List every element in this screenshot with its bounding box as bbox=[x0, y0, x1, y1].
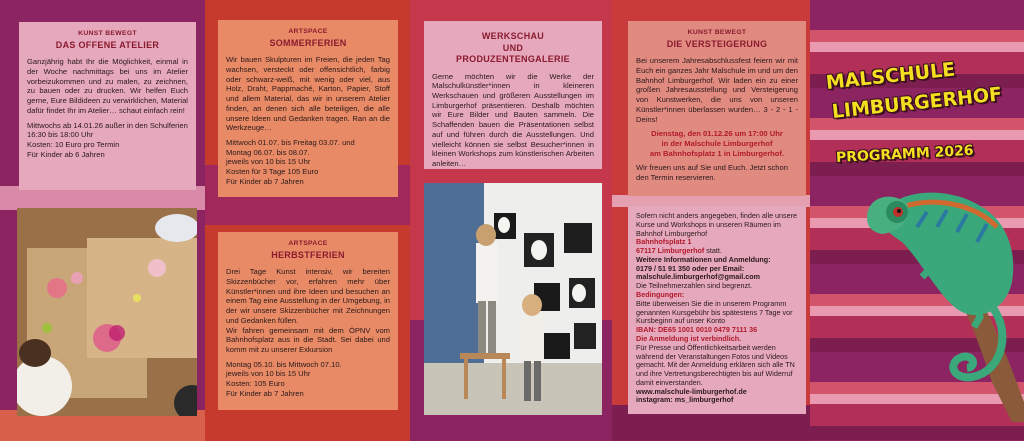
autumn-line-1: Montag 05.10. bis Mittwoch 07.10. bbox=[226, 359, 342, 369]
info-email[interactable]: malschule.limburgerhof@gmail.com bbox=[636, 272, 761, 282]
info-phone[interactable]: 0179 / 51 91 350 oder per Email: bbox=[636, 263, 745, 273]
info-address-suffix: statt. bbox=[704, 246, 722, 256]
auction-closing: Wir freuen uns auf Sie und Euch. Jetzt schon den Termin reservieren. bbox=[636, 163, 788, 183]
autumn-line-3: Kosten: 105 Euro bbox=[226, 379, 285, 389]
autumn-kicker: ARTSPACE bbox=[288, 240, 328, 247]
children-exhibition-photo bbox=[424, 183, 602, 415]
summer-kicker: ARTSPACE bbox=[288, 28, 328, 35]
cover-title-line-2: LIMBURGERHOF bbox=[830, 83, 1004, 123]
atelier-kicker: KUNST BEWEGT bbox=[78, 30, 137, 37]
cover-program-year: PROGRAMM 2026 bbox=[835, 142, 974, 166]
info-iban: IBAN: DE65 1001 0010 0479 7111 36 bbox=[636, 325, 758, 335]
auction-venue: in der Malschule Limburgerhof bbox=[661, 138, 773, 148]
autumn-body: Drei Tage Kunst intensiv, wir bereiten Skizzenbücher vor, erfahren mehr über Künstler*innen und ihre Ideen und besuchen an einem Tag eine Ausstellung in der Umgebung, in der wir unsere Skizzenbücher mit Zeichnungen und Gedanken füllen. bbox=[226, 267, 390, 325]
summer-line-4: Kosten für 3 Tage 105 Euro bbox=[226, 167, 319, 177]
panel-info bbox=[628, 206, 806, 414]
autumn-line-4: Für Kinder ab 7 Jahren bbox=[226, 388, 304, 398]
werkschau-title-1: WERKSCHAU bbox=[481, 31, 545, 41]
werkschau-title-2: UND bbox=[502, 42, 524, 53]
atelier-line-1: Mittwochs ab 14.01.26 außer in den Schulferien bbox=[27, 120, 188, 130]
info-limit: Die Teilnehmerzahlen sind begrenzt. bbox=[636, 281, 753, 291]
auction-kicker: KUNST BEWEGT bbox=[687, 29, 747, 36]
info-press: Für Presse und Öffentlichkeitsarbeit werden während der Veranstaltungen Fotos und Videos gemacht. Mit der Anmeldung erklären sich alle TN und ihre Vertretungsberechtigten bis auf Widerruf damit einverstanden. bbox=[636, 342, 795, 387]
summer-line-1: Mittwoch 01.07. bis Freitag 03.07. und bbox=[226, 137, 355, 147]
auction-body: Bei unserem Jahresabschlussfest feiern wir mit Euch ein ganzes Jahr Malschule im und um den Bahnhof Limburgerhof. Wir laden ein zu einer großen Jahresausstellung und Versteigerung von Kunstwerken, die uns von unseren Künstler*innen überlassen wurden… 3 - 2 - 1 - Deins! bbox=[636, 56, 798, 124]
info-address-2: 67117 Limburgerhof bbox=[636, 246, 705, 256]
info-conditions-heading: Bedingungen: bbox=[636, 290, 685, 300]
auction-address: am Bahnhofsplatz 1 in Limburgerhof. bbox=[649, 148, 785, 158]
info-instagram[interactable]: instagram: ms_limburgerhof bbox=[636, 395, 734, 405]
auction-title: DIE VERSTEIGERUNG bbox=[666, 38, 768, 49]
atelier-title: DAS OFFENE ATELIER bbox=[55, 39, 160, 50]
cover-title-line-1: MALSCHULE bbox=[824, 58, 957, 94]
atelier-line-4: Für Kinder ab 6 Jahren bbox=[27, 149, 105, 159]
panel-open-atelier bbox=[19, 22, 196, 190]
summer-body: Wir bauen Skulpturen im Freien, die jeden Tag wachsen, versteckt oder offensichtlich, farbig oder schwarz-weiß, mit wenig oder viel, aus Holz, Draht, Pappmaché, Karton, Papier, Stoff und allem Material, das wir in unserem Atelier finden, an denen sich alle beteiligen, die alle unsere Ideen und Gedanken tragen. Ran an die Werkzeuge… bbox=[226, 55, 390, 133]
info-conditions-body: Bitte überweisen Sie die in unserem Programm genannten Kursgebühr bis spätestens 7 Tage vor Kursbeginn auf unser Konto bbox=[636, 298, 793, 326]
panel-werkschau bbox=[424, 21, 602, 169]
summer-title: SOMMERFERIEN bbox=[269, 37, 347, 48]
info-address-1: Bahnhofsplatz 1 bbox=[636, 237, 692, 247]
info-intro: Sofern nicht anders angegeben, finden alle unsere Kurse und Workshops in unseren Räumen im Bahnhof Limburgerhof bbox=[636, 211, 798, 238]
panel-summer bbox=[218, 20, 398, 197]
info-website[interactable]: www.malschule-limburgerhof.de bbox=[636, 386, 747, 396]
summer-line-2: Montag 06.07. bis 08.07. bbox=[226, 147, 310, 157]
werkschau-title-3: PRODUZENTENGALERIE bbox=[456, 54, 570, 65]
chameleon-illustration bbox=[862, 182, 1024, 422]
autumn-body-2: Wir fahren gemeinsam mit dem ÖPNV vom Bahnhofsplatz aus in die Stadt. Sei dabei und komm mit zu unserer Exkursion bbox=[226, 325, 390, 354]
atelier-body: Ganzjährig habt Ihr die Möglichkeit, einmal in der Woche nachmittags bei uns im Atelier vorbeizukommen und zu malen, zu zeichnen, zu bauen oder zu drucken. Wir helfen Euch gerne, Eure Bildideen zu verwirklichen, Material dafür findet Ihr im Atelier… schaut einfach rein! bbox=[27, 57, 188, 115]
panel-autumn bbox=[218, 232, 398, 410]
children-painting-photo bbox=[17, 208, 197, 416]
atelier-line-2: 16:30 bis 18:00 Uhr bbox=[27, 130, 94, 140]
info-heading: Weitere Informationen und Anmeldung: bbox=[636, 254, 771, 264]
werkschau-body: Gerne möchten wir die Werke der Malschulkünstler*innen in kleineren Werkschauen und größeren Ausstellungen im Limburgerhof präsentieren. Deshalb möchten wir Eure Bilder und Bauten sammeln. Die Schaffenden bauen die Präsentationen selbst auf und führen durch die Ausstellungen. Und vielleicht können sie selbst Besucher*innen in kleinen Workshops zum künstlerischen Arbeiten anleiten… bbox=[432, 71, 594, 169]
auction-date: Dienstag, den 01.12.26 um 17:00 Uhr bbox=[651, 129, 783, 139]
atelier-line-3: Kosten: 10 Euro pro Termin bbox=[27, 139, 120, 149]
summer-line-3: jeweils von 10 bis 15 Uhr bbox=[226, 157, 311, 167]
autumn-line-2: jeweils von 10 bis 15 Uhr bbox=[226, 369, 311, 379]
panel-auction bbox=[628, 21, 806, 196]
summer-line-5: Für Kinder ab 7 Jahren bbox=[226, 176, 304, 186]
info-binding: Die Anmeldung ist verbindlich. bbox=[636, 333, 742, 343]
autumn-title: HERBSTFERIEN bbox=[271, 249, 345, 260]
